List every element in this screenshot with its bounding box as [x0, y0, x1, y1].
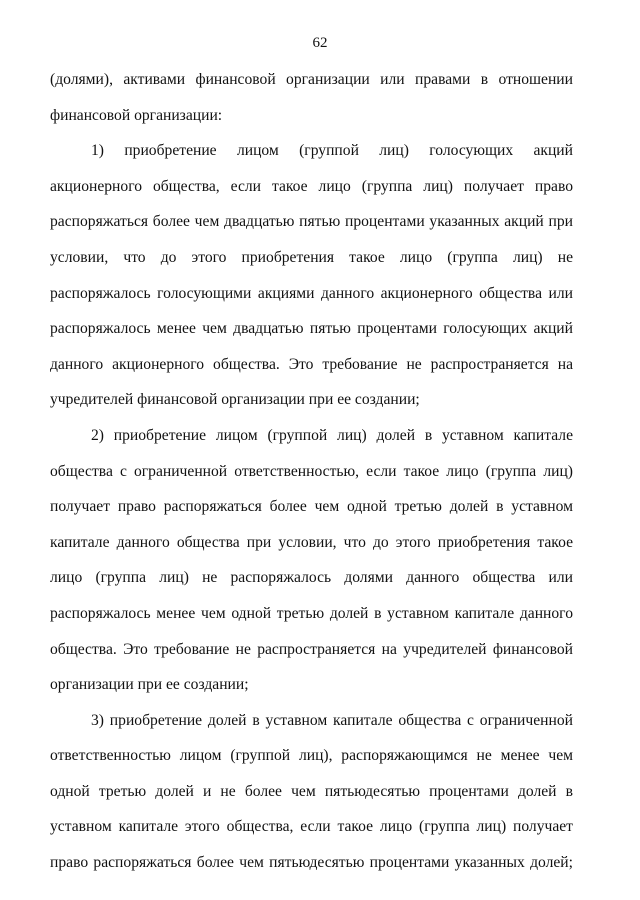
text-line: лицо (группа лиц) не распоряжалось долями данного общества или — [50, 569, 573, 587]
text-line: 1) приобретение лицом (группой лиц) голосующих акций — [91, 142, 573, 160]
text-line: финансовой организации: — [50, 106, 223, 124]
text-line: учредителей финансовой организации при ее создании; — [50, 391, 420, 409]
text-line: условии, что до этого приобретения такое лицо (группа лиц) не — [50, 248, 573, 266]
text-line: распоряжалось менее чем двадцатью пятью процентами голосующих акций — [50, 320, 573, 338]
text-line: право распоряжаться более чем пятьюдесятью процентами указанных долей; — [50, 854, 573, 872]
text-line: данного акционерного общества. Это требование не распространяется на — [50, 355, 573, 373]
text-line: одной третью долей и не более чем пятьюдесятью процентами долей в — [50, 782, 573, 800]
text-line: капитале данного общества при условии, что до этого приобретения такое — [50, 533, 573, 551]
text-line: распоряжалось голосующими акциями данного акционерного общества или — [50, 284, 573, 302]
text-line: распоряжалось менее чем одной третью долей в уставном капитале данного — [50, 604, 573, 622]
text-line: акционерного общества, если такое лицо (группа лиц) получает право — [50, 177, 573, 195]
text-line: распоряжаться более чем двадцатью пятью процентами указанных акций при — [50, 213, 573, 231]
text-line: организации при ее создании; — [50, 676, 249, 694]
text-line: общества. Это требование не распространяется на учредителей финансовой — [50, 640, 573, 658]
page-number: 62 — [312, 35, 328, 51]
text-line: 2) приобретение лицом (группой лиц) долей в уставном капитале — [91, 426, 573, 444]
text-line: получает право распоряжаться более чем одной третью долей в уставном — [50, 498, 573, 516]
text-line: 3) приобретение долей в уставном капитале общества с ограниченной — [91, 711, 573, 729]
document-body — [50, 62, 573, 881]
text-line: ответственностью лицом (группой лиц), распоряжающимся не менее чем — [50, 747, 573, 765]
text-line: общества с ограниченной ответственностью, если такое лицо (группа лиц) — [50, 462, 573, 480]
text-line: (долями), активами финансовой организации или правами в отношении — [50, 71, 573, 88]
text-line: уставном капитале этого общества, если такое лицо (группа лиц) получает — [50, 818, 573, 836]
